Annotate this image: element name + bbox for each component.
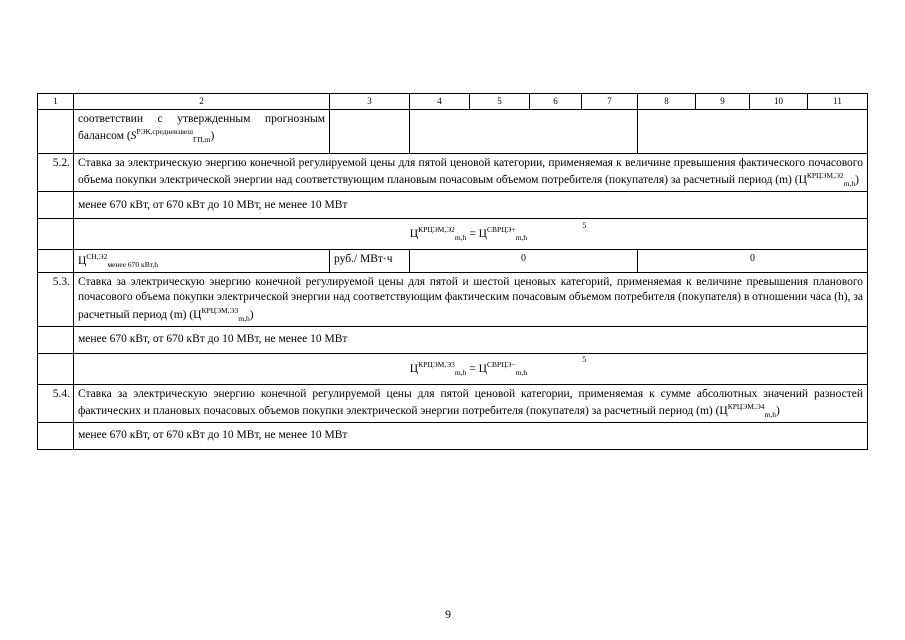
row-5-3-title xyxy=(38,273,868,326)
empty-cell xyxy=(38,353,74,384)
col-header: 10 xyxy=(750,94,808,110)
row-number: 5.3. xyxy=(38,273,74,326)
description-text: Ставка за электрическую энергию конечной регулируемой цены для пятой и шестой ценовых категорий, применяемая к величине превышения планового почасового объема покупки электрической энергии над соответствующим фактическим почасовым объемом потребителя (покупателя) в отношении часа (h), за расчетный период (m) (Ц xyxy=(78,276,863,321)
footnote-marker: 5 xyxy=(582,355,587,365)
symbol-sup: КРЦЭМ,Э4 xyxy=(727,401,765,411)
value-cell: 0 xyxy=(410,250,638,273)
paren-close: ) xyxy=(776,404,780,417)
row-5-2-title xyxy=(38,154,868,192)
paren-close: ) xyxy=(855,174,859,186)
symbol-sub: m,h xyxy=(764,409,776,419)
empty-cell xyxy=(38,219,74,250)
page-number: 9 xyxy=(445,607,451,621)
label-sup: СН,Э2 xyxy=(86,252,108,262)
paren-close: ) xyxy=(210,130,215,142)
row-description xyxy=(74,273,868,326)
col-header: 4 xyxy=(410,94,470,110)
row-number: 5.4. xyxy=(38,384,74,422)
footnote-marker: 5 xyxy=(582,221,587,230)
col-header: 7 xyxy=(582,94,638,110)
col-header: 1 xyxy=(38,94,74,110)
description-text: Ставка за электрическую энергию конечной регулируемой цены для пятой ценовой категории, применяемая к сумме абсолютных значений разностей фактических и плановых почасовых объемов покупки электрической энергии потребителя (покупателя) за расчетный период (m) (Ц xyxy=(78,387,863,417)
formula xyxy=(409,221,587,243)
formula-rhs: Ц xyxy=(478,228,487,240)
row-description xyxy=(74,384,868,422)
continuation-text-body: соответствии с утвержденным прогнозным балансом ( xyxy=(78,113,325,142)
empty-cell xyxy=(38,192,74,219)
paren-close: ) xyxy=(249,308,254,321)
formula-lhs-sub: m,h xyxy=(454,233,467,243)
power-ranges: менее 670 кВт, от 670 кВт до 10 МВт, не менее 10 МВт xyxy=(74,192,868,219)
empty-cell xyxy=(330,110,410,154)
column-number-row xyxy=(38,94,868,110)
value-label xyxy=(74,250,330,273)
symbol-sup: РЭК,средневзвеш xyxy=(136,127,193,137)
continuation-row xyxy=(38,110,868,154)
col-header: 5 xyxy=(470,94,530,110)
formula-lhs-sup: КРЦЭМ,Э2 xyxy=(418,225,455,235)
formula-rhs: Ц xyxy=(478,362,487,375)
formula-lhs-sub: m,h xyxy=(454,367,467,377)
symbol-s: S xyxy=(130,130,137,142)
formula-eq: = xyxy=(469,228,476,240)
tariff-table xyxy=(37,93,868,450)
unit-cell: руб./ МВт·ч xyxy=(330,250,410,273)
formula-rhs-sub: m,h xyxy=(515,233,528,243)
symbol-sub: m,h xyxy=(238,313,250,323)
col-header: 3 xyxy=(330,94,410,110)
empty-cell xyxy=(638,110,868,154)
row-description xyxy=(74,154,868,192)
col-header: 9 xyxy=(696,94,750,110)
label-sub: менее 670 кВт,h xyxy=(107,260,159,270)
value-cell: 0 xyxy=(638,250,868,273)
description-text: Ставка за электрическую энергию конечной регулируемой цены для пятой ценовой категории, применяемая к величине превышения фактического почасового объема покупки электрической энергии над соответствующим плановым почасовым объемом потребителя (покупателя) за расчетный период (m) (Ц xyxy=(78,157,863,186)
col-header: 6 xyxy=(530,94,582,110)
row-5-2-values xyxy=(38,250,868,273)
row-5-3-ranges xyxy=(38,326,868,353)
power-ranges: менее 670 кВт, от 670 кВт до 10 МВт, не менее 10 МВт xyxy=(74,326,868,353)
row-number: 5.2. xyxy=(38,154,74,192)
power-ranges: менее 670 кВт, от 670 кВт до 10 МВт, не менее 10 МВт xyxy=(74,422,868,449)
formula-rhs-sub: m,h xyxy=(515,367,528,377)
formula-lhs: Ц xyxy=(409,362,419,375)
row-5-2-ranges xyxy=(38,192,868,219)
formula-rhs-sup: СВРЦЭ− xyxy=(486,359,516,369)
formula-cell xyxy=(74,353,868,384)
col-header: 11 xyxy=(808,94,868,110)
symbol-sup: КРЦЭМ,Э2 xyxy=(806,171,844,181)
formula-rhs-sup: СВРЦЭ+ xyxy=(486,225,516,235)
symbol-sub: ГП,m xyxy=(193,135,211,145)
continuation-text xyxy=(74,110,330,154)
formula-lhs-sup: КРЦЭМ,Э3 xyxy=(418,359,455,369)
symbol-sup: КРЦЭМ,Э3 xyxy=(201,305,239,315)
empty-cell xyxy=(410,110,638,154)
formula xyxy=(409,355,587,378)
empty-cell xyxy=(38,110,74,154)
empty-cell xyxy=(38,422,74,449)
row-5-2-formula xyxy=(38,219,868,250)
formula-eq: = xyxy=(469,362,476,375)
col-header: 2 xyxy=(74,94,330,110)
formula-cell xyxy=(74,219,868,250)
formula-lhs: Ц xyxy=(409,228,419,240)
row-5-3-formula xyxy=(38,353,868,384)
label-symbol: Ц xyxy=(78,255,87,268)
symbol-sub: m,h xyxy=(843,179,856,189)
empty-cell xyxy=(38,250,74,273)
col-header: 8 xyxy=(638,94,696,110)
empty-cell xyxy=(38,326,74,353)
row-5-4-ranges xyxy=(38,422,868,449)
row-5-4-title xyxy=(38,384,868,422)
